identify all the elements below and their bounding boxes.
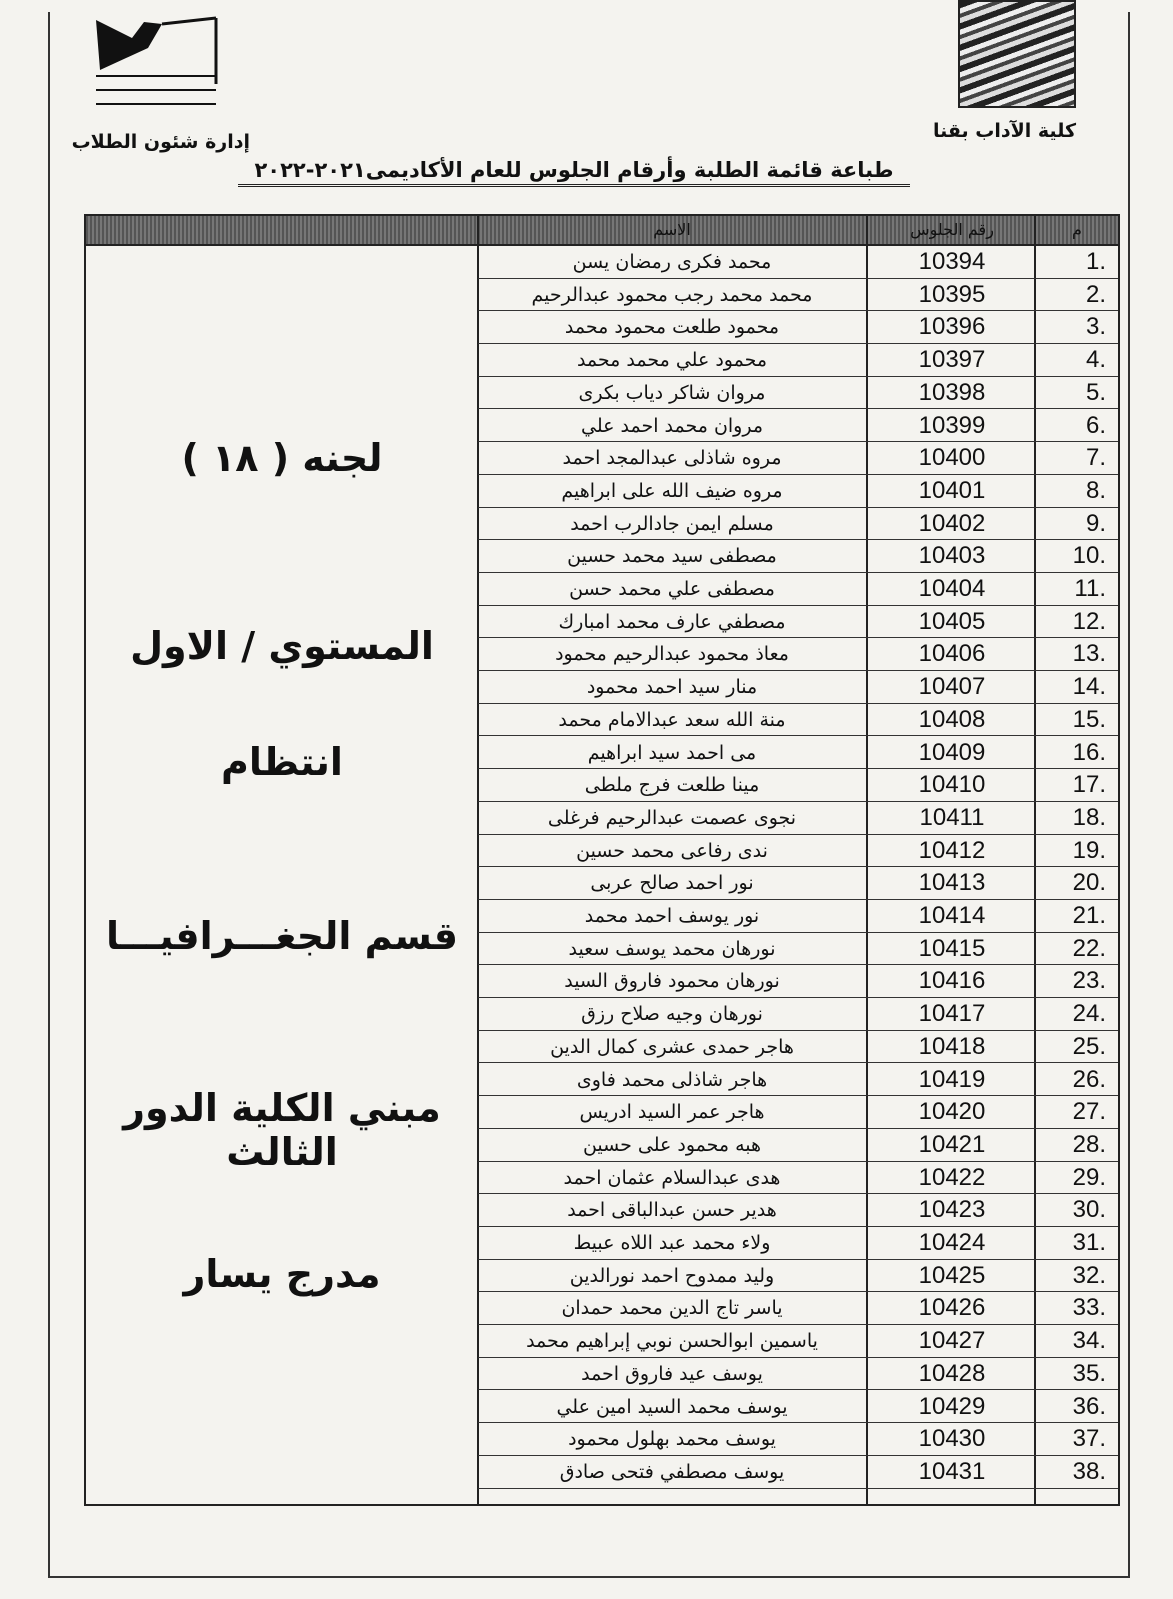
student-name: يوسف محمد بهلول محمود: [568, 1428, 776, 1451]
table-row: [478, 704, 1118, 737]
table-row: [478, 442, 1118, 475]
table-row: [478, 1260, 1118, 1293]
seat-number: 10421: [918, 1130, 986, 1158]
seat-number: 10422: [918, 1163, 986, 1191]
committee-number: لجنه ( ١٨ ): [181, 436, 383, 480]
table-row: [478, 1031, 1118, 1064]
table-row: [478, 573, 1118, 606]
student-name: منة الله سعد عبدالامام محمد: [558, 708, 786, 731]
row-number: 28.: [1072, 1130, 1106, 1158]
student-name: مى احمد سيد ابراهيم: [587, 741, 757, 764]
seat-number: 10397: [918, 346, 986, 374]
student-name: محمود طلعت محمود محمد: [564, 316, 780, 339]
seat-number: 10402: [918, 509, 986, 537]
row-number: 4.: [1085, 346, 1106, 374]
level-label: المستوي / الاول: [130, 624, 434, 668]
table-row: [478, 1227, 1118, 1260]
row-number: 37.: [1072, 1425, 1106, 1453]
table-row: [478, 1162, 1118, 1195]
seat-number: 10396: [918, 313, 986, 341]
row-number: 20.: [1072, 869, 1106, 897]
seat-number: 10430: [918, 1425, 986, 1453]
student-name: يوسف مصطفي فتحى صادق: [559, 1460, 785, 1483]
row-number: 24.: [1072, 1000, 1106, 1028]
student-name: هاجر عمر السيد ادريس: [579, 1101, 765, 1124]
student-name: نجوى عصمت عبدالرحيم فرغلى: [547, 806, 797, 829]
seat-number: 10400: [918, 444, 986, 472]
table-row: [478, 1358, 1118, 1391]
building-floor: مبني الكلية الدور الثالث: [123, 1086, 441, 1174]
student-name: مسلم ايمن جادالرب احمد: [570, 512, 774, 535]
student-name: مروان محمد احمد علي: [580, 414, 764, 437]
student-name: وليد ممدوح احمد نورالدين: [569, 1264, 775, 1287]
student-name: منار سيد احمد محمود: [586, 676, 758, 699]
row-number: 14.: [1072, 673, 1106, 701]
seat-number: 10423: [918, 1196, 986, 1224]
row-number: 11.: [1074, 575, 1106, 602]
student-name: مينا طلعت فرج ملطى: [584, 774, 760, 797]
student-name: ولاء محمد عبد اللاه عبيط: [573, 1232, 771, 1254]
seat-number: 10420: [918, 1098, 986, 1126]
row-number: 21.: [1072, 902, 1106, 929]
row-number: 23.: [1072, 967, 1106, 995]
row-number: 32.: [1072, 1261, 1106, 1289]
table-row: [478, 1194, 1118, 1227]
student-affairs-name: إدارة شئون الطلاب: [71, 131, 250, 153]
row-number: 25.: [1072, 1032, 1106, 1060]
row-number: 1.: [1085, 248, 1106, 275]
seat-number: 10409: [918, 738, 986, 766]
table-row: [478, 311, 1118, 344]
table-row: [478, 475, 1118, 508]
student-name: مصطفى سيد محمد حسين: [567, 545, 777, 568]
row-number: 34.: [1072, 1327, 1106, 1355]
student-name: ندى رفاعى محمد حسين: [576, 839, 768, 862]
row-number: 9.: [1085, 509, 1106, 537]
study-type: انتظام: [221, 740, 343, 784]
row-number: 29.: [1072, 1163, 1106, 1191]
table-row: [478, 671, 1118, 704]
row-number: 17.: [1072, 771, 1106, 799]
row-number: 36.: [1072, 1392, 1106, 1420]
student-name: نورهان وجيه صلاح رزق: [581, 1003, 763, 1026]
seat-number: 10394: [918, 248, 986, 275]
seat-number: 10425: [918, 1261, 986, 1289]
row-number: 31.: [1072, 1229, 1106, 1256]
row-number: 33.: [1072, 1294, 1106, 1322]
seat-number: 10415: [918, 934, 986, 962]
seat-number: 10414: [918, 902, 986, 929]
column-header-seat: رقم الجلوس: [910, 220, 994, 239]
row-number: 22.: [1072, 934, 1106, 962]
seat-number: 10429: [918, 1392, 986, 1420]
table-row: [478, 344, 1118, 377]
table-row: [478, 1064, 1118, 1097]
row-number: 27.: [1072, 1098, 1106, 1126]
seat-number: 10401: [918, 476, 986, 504]
seat-number: 10424: [918, 1229, 986, 1256]
seat-number: 10418: [918, 1032, 986, 1060]
row-number: 10.: [1072, 542, 1106, 570]
student-name: هبه محمود على حسين: [582, 1133, 762, 1156]
row-number: 35.: [1072, 1359, 1106, 1387]
table-row: [478, 1423, 1118, 1456]
row-number: 38.: [1072, 1457, 1106, 1485]
column-header-num: م: [1072, 220, 1082, 239]
table-row: [478, 1096, 1118, 1129]
seat-number: 10417: [918, 1000, 986, 1028]
student-name: مروان شاكر دياب بكرى: [578, 381, 766, 404]
table-row: [478, 1292, 1118, 1325]
seat-number: 10431: [918, 1457, 986, 1485]
student-name: ياسر تاج الدين محمد حمدان: [561, 1297, 783, 1320]
seat-number: 10413: [918, 869, 986, 897]
row-number: 30.: [1072, 1196, 1106, 1224]
table-row: [478, 1325, 1118, 1358]
table-row: [478, 1129, 1118, 1162]
affairs-logo: [92, 14, 222, 114]
row-number: 15.: [1072, 705, 1106, 733]
seat-number: 10419: [918, 1065, 986, 1093]
seat-number: 10407: [918, 673, 986, 701]
seat-number: 10416: [918, 967, 986, 995]
table-row: [478, 1391, 1118, 1424]
seat-number: 10403: [918, 542, 986, 570]
column-header-name: الاسم: [653, 220, 691, 239]
row-number: 19.: [1072, 836, 1106, 864]
table-row: [478, 769, 1118, 802]
table-row: [478, 900, 1118, 933]
table-row: [478, 638, 1118, 671]
seat-number: 10410: [918, 771, 986, 799]
seat-number: 10395: [918, 280, 986, 308]
student-name: محمد فكرى رمضان يسن: [572, 251, 772, 273]
table-row: [478, 802, 1118, 835]
college-name: كلية الآداب بقنا: [932, 120, 1076, 142]
row-number: 26.: [1072, 1065, 1106, 1093]
seat-number: 10408: [918, 705, 986, 733]
row-number: 6.: [1085, 411, 1106, 439]
seat-number: 10427: [918, 1327, 986, 1355]
seat-number: 10404: [918, 575, 986, 602]
student-name: محمد محمد رجب محمود عبدالرحيم: [531, 283, 813, 306]
committee-info: [86, 246, 478, 1504]
row-number: 12.: [1072, 607, 1106, 635]
seat-number: 10428: [918, 1359, 986, 1387]
student-name: يوسف محمد السيد امين علي: [556, 1395, 788, 1418]
table-row: [478, 410, 1118, 443]
student-name: هدير حسن عبدالباقى احمد: [567, 1199, 777, 1222]
table-row: [478, 508, 1118, 541]
row-number: 5.: [1085, 378, 1106, 406]
table-header: [86, 216, 1118, 246]
student-name: نورهان محمد يوسف سعيد: [568, 937, 776, 960]
row-number: 8.: [1085, 476, 1106, 504]
seat-number: 10398: [918, 378, 986, 406]
table-row: [478, 933, 1118, 966]
student-name: هاجر حمدى عشرى كمال الدين: [550, 1035, 794, 1058]
table-row: [478, 540, 1118, 573]
student-name: هاجر شاذلى محمد فاوى: [576, 1068, 768, 1091]
student-name: هدى عبدالسلام عثمان احمد: [563, 1166, 781, 1189]
table-row: [478, 998, 1118, 1031]
row-number: 13.: [1072, 640, 1106, 668]
table-row: [478, 279, 1118, 312]
student-name: معاذ محمود عبدالرحيم محمود: [555, 643, 789, 666]
row-number: 3.: [1085, 313, 1106, 341]
table-row: [478, 867, 1118, 900]
table-row: [478, 965, 1118, 998]
student-name: يوسف عيد فاروق احمد: [581, 1362, 763, 1385]
row-number: 7.: [1085, 444, 1106, 472]
seat-number: 10399: [918, 411, 986, 439]
student-name: مروه ضيف الله على ابراهيم: [561, 479, 783, 502]
student-name: نورهان محمود فاروق السيد: [564, 970, 780, 993]
document-title: طباعة قائمة الطلبة وأرقام الجلوس للعام الأكاديمى٢٠٢١-٢٠٢٢: [238, 158, 910, 187]
table-row: [478, 835, 1118, 868]
student-name: مصطفى علي محمد حسن: [569, 578, 775, 600]
student-name: ياسمين ابوالحسن نوبي إبراهيم محمد: [526, 1330, 818, 1353]
hall-name: مدرج يسار: [183, 1252, 381, 1296]
seat-number: 10426: [918, 1294, 986, 1322]
table-row: [478, 606, 1118, 639]
students-table: [84, 214, 1120, 1506]
student-name: مصطفي عارف محمد امبارك: [558, 610, 786, 633]
student-name: نور احمد صالح عربى: [590, 872, 754, 895]
seat-number: 10406: [918, 640, 986, 668]
student-name: محمود علي محمد محمد: [576, 349, 768, 372]
row-number: 2.: [1085, 280, 1106, 308]
student-name: نور يوسف احمد محمد: [584, 905, 760, 927]
college-logo: [958, 0, 1076, 108]
row-number: 16.: [1072, 738, 1106, 766]
seat-number: 10412: [918, 836, 986, 864]
table-row: [478, 737, 1118, 770]
row-number: 18.: [1072, 803, 1106, 831]
seat-number: 10405: [918, 607, 986, 635]
table-row: [478, 246, 1118, 279]
student-name: مروه شاذلى عبدالمجد احمد: [562, 447, 782, 470]
table-row: [478, 377, 1118, 410]
department-name: قسم الجغـــرافيـــا: [106, 914, 458, 958]
seat-number: 10411: [919, 803, 985, 831]
table-row: [478, 1456, 1118, 1489]
